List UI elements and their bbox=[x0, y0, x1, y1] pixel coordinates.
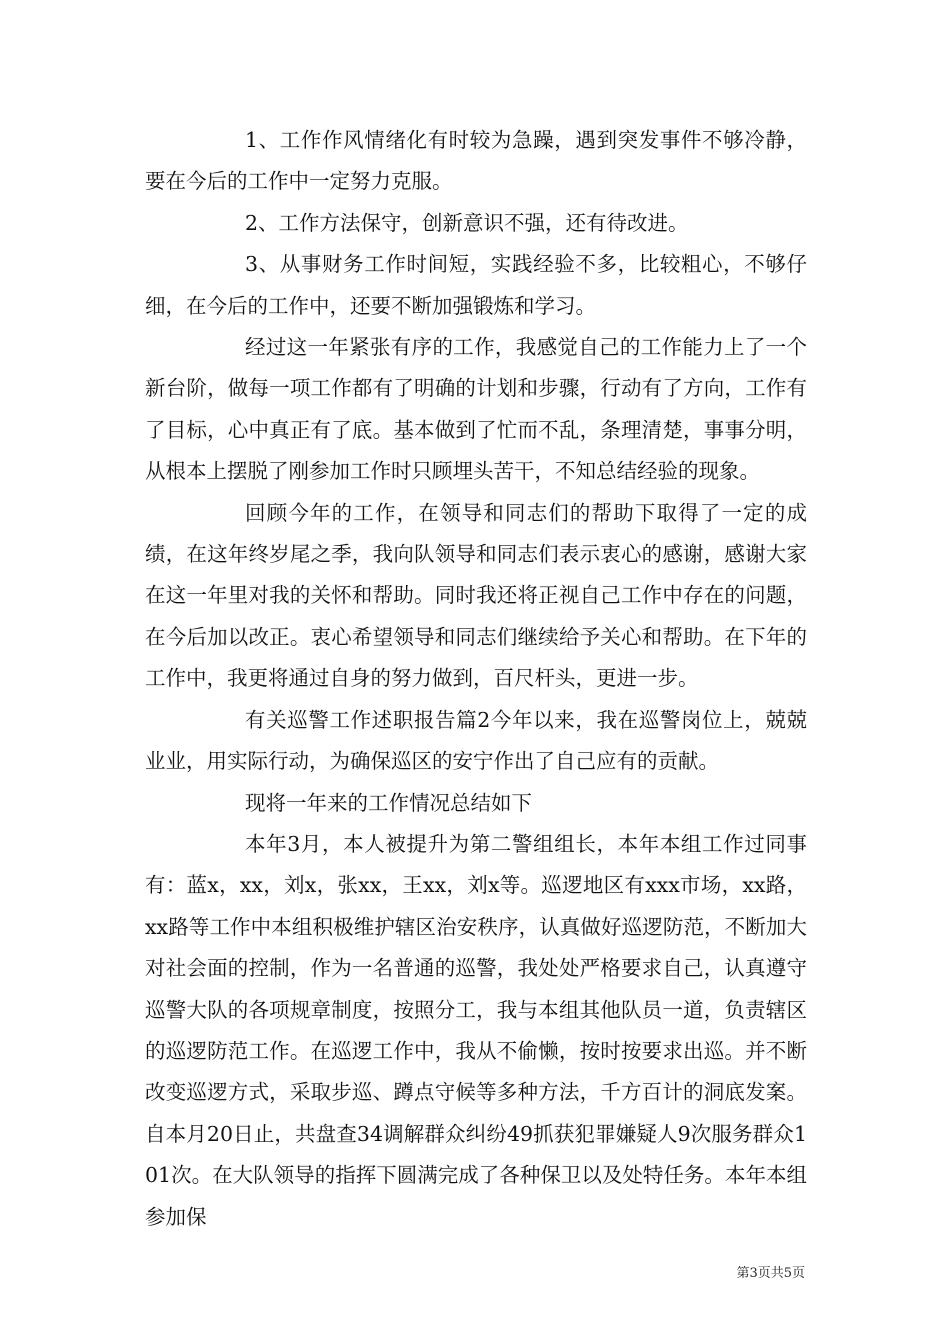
paragraph-summary-heading: 现将一年来的工作情况总结如下 bbox=[245, 790, 532, 815]
paragraph-issue-2: 2、工作方法保守，创新意识不强，还有待改进。 bbox=[245, 210, 689, 235]
page-number: 第3页共5页 bbox=[736, 1266, 805, 1281]
paragraph-issue-1: 1、工作作风情绪化有时较为急躁，遇到突发事件不够冷静，要在今后的工作中一定努力克服。 bbox=[145, 128, 807, 194]
paragraph-review: 回顾今年的工作，在领导和同志们的帮助下取得了一定的成绩，在这年终岁尾之季，我向队领导和同志们表示衷心的感谢，感谢大家在这一年里对我的关怀和帮助。同时我还将正视自己工作中存在的问题，在今后加以改正。衷心希望领导和同志们继续给予关心和帮助。在下年的工作中，我更将通过自身的努力做到，百尺杆头，更进一步。 bbox=[145, 500, 807, 691]
paragraph-issue-3: 3、从事财务工作时间短，实践经验不多，比较粗心，不够仔细，在今后的工作中，还要不断加强锻炼和学习。 bbox=[145, 252, 807, 318]
paragraph-report-intro: 有关巡警工作述职报告篇2今年以来，我在巡警岗位上，兢兢业业，用实际行动，为确保巡区的安宁作出了自己应有的贡献。 bbox=[145, 707, 807, 774]
document-body bbox=[145, 120, 807, 1238]
paragraph-work-details: 本年3月，本人被提升为第二警组组长，本年本组工作过同事有：蓝x，xx，刘x，张xx，王xx，刘x等。巡逻地区有xxx市场，xx路，xx路等工作中本组积极维护辖区治安秩序，认真做好巡逻防范，不断加大对社会面的控制，作为一名普通的巡警，我处处严格要求自己，认真遵守巡警大队的各项规章制度，按照分工，我与本组其他队员一道，负责辖区的巡逻防范工作。在巡逻工作中，我从不偷懒，按时按要求出巡。并不断改变巡逻方式，采取步巡、蹲点守候等多种方法，千方百计的洞底发案。自本月20日止，共盘查34调解群众纠纷49抓获犯罪嫌疑人9次服务群众101次。在大队领导的指挥下圆满完成了各种保卫以及处特任务。本年本组参加保 bbox=[145, 831, 807, 1229]
paragraph-progress: 经过这一年紧张有序的工作，我感觉自己的工作能力上了一个新台阶，做每一项工作都有了明确的计划和步骤，行动有了方向，工作有了目标，心中真正有了底。基本做到了忙而不乱，条理清楚，事事分明，从根本上摆脱了刚参加工作时只顾埋头苦干，不知总结经验的现象。 bbox=[145, 335, 807, 484]
